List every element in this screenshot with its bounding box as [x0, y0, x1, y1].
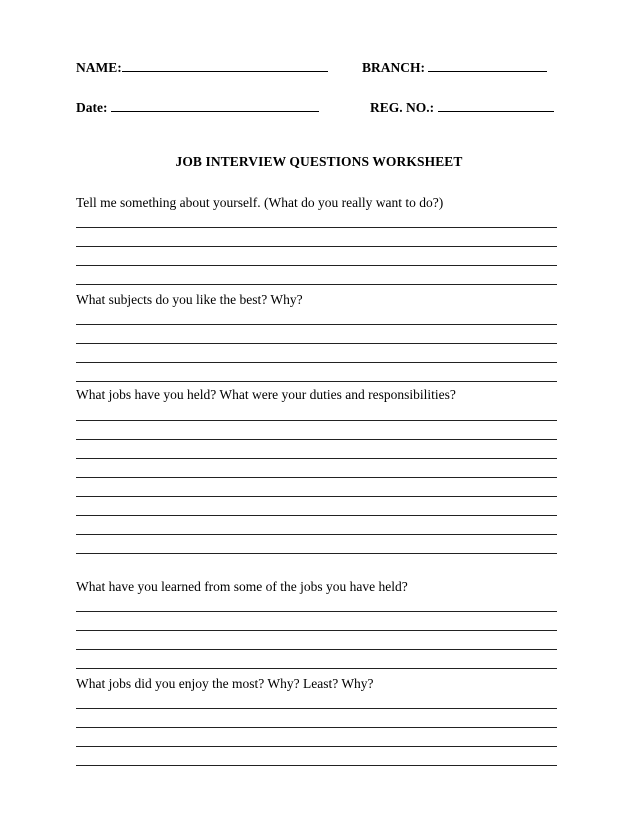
- reg-no-label: REG. NO.:: [370, 100, 435, 115]
- answer-line[interactable]: [76, 265, 557, 266]
- answer-line[interactable]: [76, 246, 557, 247]
- question-1: Tell me something about yourself. (What do you really want to do?): [76, 195, 444, 210]
- answer-line[interactable]: [76, 708, 557, 709]
- question-5: What jobs did you enjoy the most? Why? Least? Why?: [76, 676, 374, 691]
- answer-line[interactable]: [76, 515, 557, 516]
- answer-line[interactable]: [76, 630, 557, 631]
- reg-no-blank[interactable]: [438, 99, 554, 112]
- branch-field: [362, 59, 547, 76]
- question-2: What subjects do you like the best? Why?: [76, 292, 303, 307]
- answer-line[interactable]: [76, 746, 557, 747]
- answer-line[interactable]: [76, 611, 557, 612]
- answer-line[interactable]: [76, 284, 557, 285]
- name-blank[interactable]: [122, 59, 328, 72]
- answer-line[interactable]: [76, 227, 557, 228]
- answer-line[interactable]: [76, 649, 557, 650]
- answer-line[interactable]: [76, 439, 557, 440]
- answer-line[interactable]: [76, 553, 557, 554]
- date-blank[interactable]: [111, 99, 319, 112]
- answer-line[interactable]: [76, 477, 557, 478]
- answer-line[interactable]: [76, 381, 557, 382]
- name-field: [76, 59, 328, 76]
- date-field: [76, 99, 319, 116]
- worksheet-title: JOB INTERVIEW QUESTIONS WORKSHEET: [175, 154, 463, 169]
- answer-line[interactable]: [76, 765, 557, 766]
- answer-line[interactable]: [76, 668, 557, 669]
- answer-line[interactable]: [76, 496, 557, 497]
- branch-label: BRANCH:: [362, 60, 425, 75]
- question-4: What have you learned from some of the jobs you have held?: [76, 579, 408, 594]
- date-label: Date:: [76, 100, 108, 115]
- question-3: What jobs have you held? What were your duties and responsibilities?: [76, 387, 456, 402]
- branch-blank[interactable]: [428, 59, 547, 72]
- answer-line[interactable]: [76, 362, 557, 363]
- answer-line[interactable]: [76, 420, 557, 421]
- answer-line[interactable]: [76, 343, 557, 344]
- answer-line[interactable]: [76, 458, 557, 459]
- answer-line[interactable]: [76, 324, 557, 325]
- answer-line[interactable]: [76, 727, 557, 728]
- name-label: NAME:: [76, 60, 122, 75]
- answer-line[interactable]: [76, 534, 557, 535]
- reg-no-field: [370, 99, 554, 116]
